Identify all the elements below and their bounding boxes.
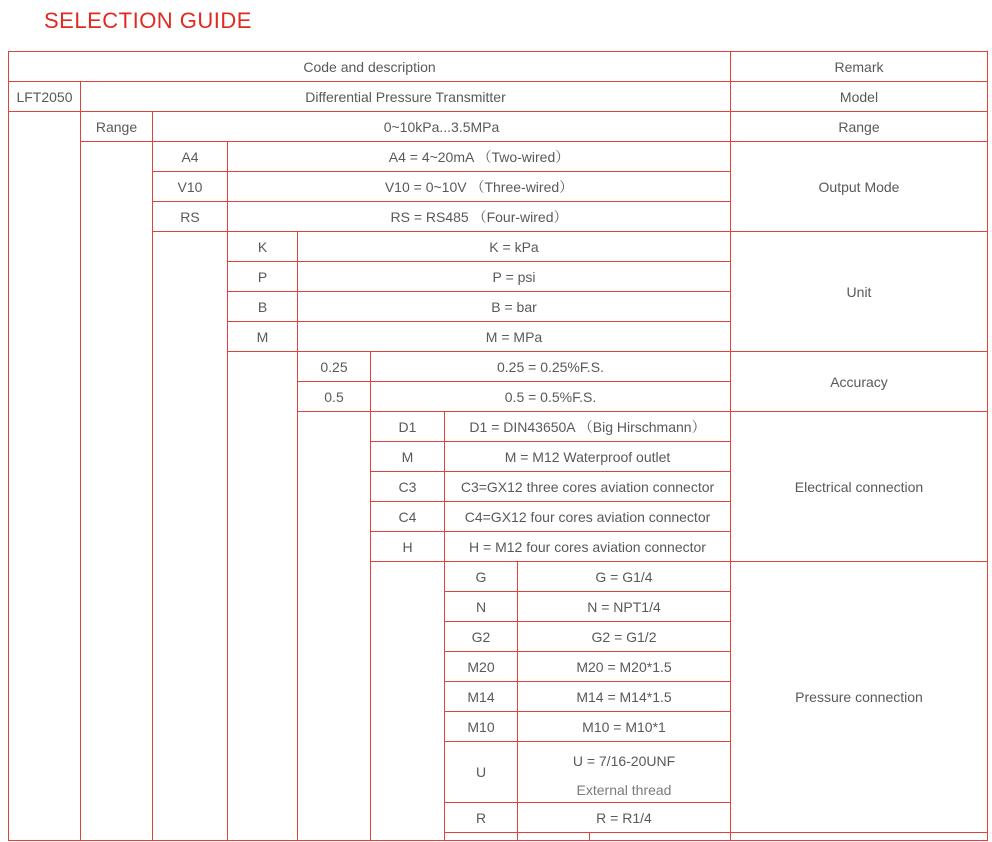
code-cell-u: U	[445, 742, 518, 803]
description-cell-n: N = NPT1/4	[518, 592, 731, 622]
output-mode-row-a4	[9, 142, 988, 172]
code-cell-h: H	[371, 532, 445, 562]
code-cell-g: G	[445, 562, 518, 592]
code-cell-model: LFT2050	[9, 82, 81, 112]
description-cell-v10: V10 = 0~10V （Three-wired）	[228, 172, 731, 202]
code-cell-v10: V10	[153, 172, 228, 202]
code-cell-k: K	[228, 232, 298, 262]
selection-guide-table	[8, 51, 988, 841]
remark-cell-unit: Unit	[731, 232, 988, 352]
description-cell-m10: M10 = M10*1	[518, 712, 731, 742]
empty-cell-level6	[371, 562, 445, 841]
empty-cell-level5	[298, 412, 371, 841]
description-cell-b: B = bar	[298, 292, 731, 322]
header-code-and-description: Code and description	[9, 52, 731, 82]
description-cell-model: Differential Pressure Transmitter	[81, 82, 731, 112]
description-cell-g: G = G1/4	[518, 562, 731, 592]
description-cell-u	[518, 742, 731, 803]
unit-row-k	[9, 232, 988, 262]
description-cell-c3: C3=GX12 three cores aviation connector	[445, 472, 731, 502]
code-cell-m14: M14	[445, 682, 518, 712]
description-cell-p: P = psi	[298, 262, 731, 292]
remark-cell-pressure-connection: Pressure connection	[731, 562, 988, 833]
remark-cell-model: Model	[731, 82, 988, 112]
model-row	[9, 82, 988, 112]
code-cell-a4: A4	[153, 142, 228, 172]
description-cell-range: 0~10kPa...3.5MPa	[153, 112, 731, 142]
description-cell-g2: G2 = G1/2	[518, 622, 731, 652]
header-remark: Remark	[731, 52, 988, 82]
description-u-line1: U = 7/16-20UNF	[572, 753, 676, 769]
code-cell-range: Range	[81, 112, 153, 142]
code-cell-g2: G2	[445, 622, 518, 652]
description-cell-rs: RS = RS485 （Four-wired）	[228, 202, 731, 232]
code-cell-025: 0.25	[298, 352, 371, 382]
code-cell-n: N	[445, 592, 518, 622]
description-cell-025: 0.25 = 0.25%F.S.	[371, 352, 731, 382]
code-cell-m-unit: M	[228, 322, 298, 352]
description-cell-a4: A4 = 4~20mA （Two-wired）	[228, 142, 731, 172]
code-cell-05: 0.5	[298, 382, 371, 412]
empty-cell-level1	[9, 112, 81, 841]
empty-cell-level2	[81, 142, 153, 841]
empty-remark-cell-next	[731, 833, 988, 841]
code-cell-p: P	[228, 262, 298, 292]
description-cell-k: K = kPa	[298, 232, 731, 262]
empty-code-cell-next	[518, 833, 590, 841]
code-cell-d1: D1	[371, 412, 445, 442]
remark-cell-accuracy: Accuracy	[731, 352, 988, 412]
description-cell-m14: M14 = M14*1.5	[518, 682, 731, 712]
page-title: SELECTION GUIDE	[44, 8, 252, 33]
remark-cell-output-mode: Output Mode	[731, 142, 988, 232]
code-cell-m-electrical: M	[371, 442, 445, 472]
empty-cell-level3	[153, 232, 228, 841]
code-cell-m10: M10	[445, 712, 518, 742]
empty-cell-level7	[445, 833, 518, 841]
code-cell-c4: C4	[371, 502, 445, 532]
description-cell-d1: D1 = DIN43650A （Big Hirschmann）	[445, 412, 731, 442]
description-cell-05: 0.5 = 0.5%F.S.	[371, 382, 731, 412]
description-cell-h: H = M12 four cores aviation connector	[445, 532, 731, 562]
code-cell-r: R	[445, 803, 518, 833]
description-cell-m20: M20 = M20*1.5	[518, 652, 731, 682]
description-u-line2: External thread	[576, 782, 672, 798]
table-header-row	[9, 52, 988, 82]
empty-description-cell-next	[590, 833, 731, 841]
description-cell-r: R = R1/4	[518, 803, 731, 833]
code-cell-rs: RS	[153, 202, 228, 232]
range-row	[9, 112, 988, 142]
description-cell-m-unit: M = MPa	[298, 322, 731, 352]
empty-cell-level4	[228, 352, 298, 841]
code-cell-c3: C3	[371, 472, 445, 502]
code-cell-b: B	[228, 292, 298, 322]
remark-cell-electrical-connection: Electrical connection	[731, 412, 988, 562]
remark-cell-range: Range	[731, 112, 988, 142]
code-cell-m20: M20	[445, 652, 518, 682]
description-cell-c4: C4=GX12 four cores aviation connector	[445, 502, 731, 532]
description-cell-m-electrical: M = M12 Waterproof outlet	[445, 442, 731, 472]
